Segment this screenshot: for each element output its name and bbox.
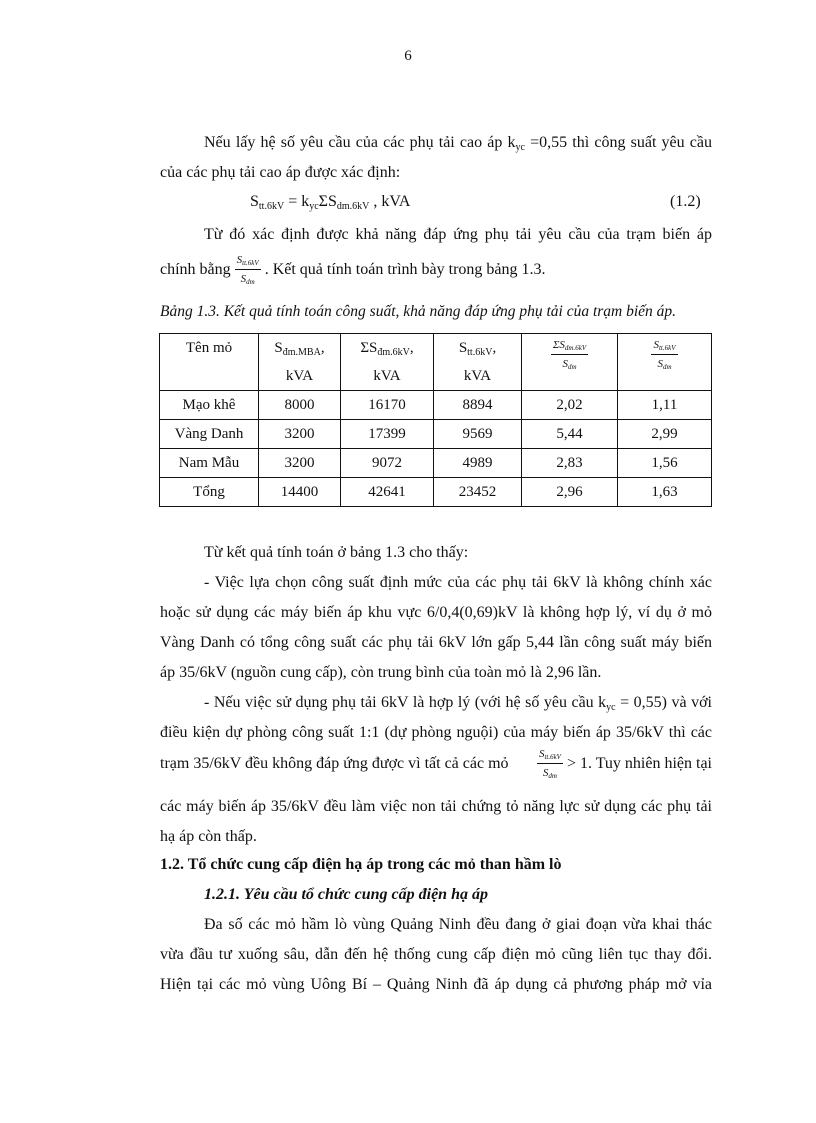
table-row bbox=[160, 449, 712, 478]
table-caption: Bảng 1.3. Kết quả tính toán công suất, khả năng đáp ứng phụ tải của trạm biến áp. bbox=[160, 303, 677, 320]
paragraph-line: áp 35/6kV (nguồn cung cấp), còn trung bình của toàn mỏ là 2,96 lần. bbox=[160, 664, 602, 681]
header-ratio-sum: $\frac{\Sigma S_{dm.6kV}}{S_{dm}}$ bbox=[522, 334, 618, 391]
cell-value: 5,44 bbox=[522, 420, 618, 449]
cell-value: 42641 bbox=[341, 478, 434, 507]
cell-value: 23452 bbox=[434, 478, 522, 507]
cell-value: 8894 bbox=[434, 391, 522, 420]
table-row bbox=[160, 391, 712, 420]
cell-value: 2,02 bbox=[522, 391, 618, 420]
paragraph-line: hoặc sử dụng các máy biến áp khu vực 6/0,4(0,69)kV là không hợp lý, ví dụ ở mỏ bbox=[160, 604, 712, 621]
cell-value: 2,99 bbox=[618, 420, 712, 449]
cell-value: 9072 bbox=[341, 449, 434, 478]
paragraph-line: Nếu lấy hệ số yêu cầu của các phụ tải cao áp $k_{yc} =0,55$ thì công suất yêu cầu bbox=[204, 134, 712, 153]
cell-value: 3200 bbox=[259, 420, 341, 449]
header-s-dm-mba: $S_{đm.MBA}$, kVA bbox=[259, 334, 341, 391]
cell-mine-name: Vàng Danh bbox=[160, 420, 259, 449]
cell-value: 17399 bbox=[341, 420, 434, 449]
cell-mine-name: Nam Mẫu bbox=[160, 449, 259, 478]
paragraph-line: Hiện tại các mỏ vùng Uông Bí – Quảng Ninh đã áp dụng cả phương pháp mở vỉa bbox=[160, 976, 712, 993]
table-row bbox=[160, 478, 712, 507]
table-header-row bbox=[160, 334, 712, 391]
paragraph-line: trạm 35/6kV đều không đáp ứng được vì tất cả các mỏ $\frac{S_{tt.6kV}}{S_{dm}}$ > 1. Tuy nhiên hiện tại bbox=[160, 748, 712, 780]
cell-value: 14400 bbox=[259, 478, 341, 507]
page-number: 6 bbox=[404, 48, 412, 64]
paragraph-line: hạ áp còn thấp. bbox=[160, 828, 257, 845]
paragraph-line: của các phụ tải cao áp được xác định: bbox=[160, 164, 401, 181]
paragraph-line: - Nếu việc sử dụng phụ tải 6kV là hợp lý (với hệ số yêu cầu $k_{yc} = 0,55$) và với bbox=[204, 694, 712, 713]
cell-mine-name: Tổng bbox=[160, 478, 259, 507]
cell-value: 2,83 bbox=[522, 449, 618, 478]
table-row bbox=[160, 420, 712, 449]
results-table bbox=[159, 333, 712, 507]
subsection-heading: 1.2.1. Yêu cầu tổ chức cung cấp điện hạ áp bbox=[204, 886, 488, 903]
ratio-fraction: $\frac{S_{tt.6kV}}{S_{dm}}$ bbox=[538, 748, 561, 780]
paragraph-line: Từ đó xác định được khả năng đáp ứng phụ tải yêu cầu của trạm biến áp bbox=[204, 226, 712, 243]
equation-number: (1.2) bbox=[670, 193, 701, 210]
cell-value: 1,11 bbox=[618, 391, 712, 420]
paragraph-line: các máy biến áp 35/6kV đều làm việc non tải chứng tỏ năng lực sử dụng các phụ tải bbox=[160, 798, 712, 815]
paragraph-line: Đa số các mỏ hầm lò vùng Quảng Ninh đều đang ở giai đoạn vừa khai thác bbox=[204, 916, 712, 933]
equation-1-2: $S_{tt.6kV} = k_{yc}\Sigma S_{dm.6kV}$ , kVA bbox=[250, 193, 411, 212]
cell-value: 9569 bbox=[434, 420, 522, 449]
header-s-tt: $S_{tt.6kV}$, kVA bbox=[434, 334, 522, 391]
paragraph-line: Vàng Danh có tổng công suất các phụ tải 6kV lớn gấp 5,44 lần công suất máy biến bbox=[160, 634, 712, 651]
paragraph-line: điều kiện dự phòng công suất 1:1 (dự phòng nguội) của máy biến áp 35/6kV thì các bbox=[160, 724, 712, 741]
cell-value: 4989 bbox=[434, 449, 522, 478]
cell-value: 2,96 bbox=[522, 478, 618, 507]
header-sum-s-dm: $\Sigma S_{đm.6kV}$, kVA bbox=[341, 334, 434, 391]
header-mine-name: Tên mỏ bbox=[160, 334, 259, 391]
cell-mine-name: Mạo khê bbox=[160, 391, 259, 420]
header-ratio-tt: $\frac{S_{tt.6kV}}{S_{dm}}$ bbox=[618, 334, 712, 391]
cell-value: 1,63 bbox=[618, 478, 712, 507]
cell-value: 3200 bbox=[259, 449, 341, 478]
paragraph-line: Từ kết quả tính toán ở bảng 1.3 cho thấy: bbox=[204, 544, 469, 561]
cell-value: 1,56 bbox=[618, 449, 712, 478]
paragraph-line: chính bằng $\frac{S_{tt.6kV}}{S_{dm}}$ . Kết quả tính toán trình bày trong bảng 1.3. bbox=[160, 254, 546, 286]
ratio-fraction: $\frac{S_{tt.6kV}}{S_{dm}}$ bbox=[236, 254, 259, 286]
cell-value: 8000 bbox=[259, 391, 341, 420]
cell-value: 16170 bbox=[341, 391, 434, 420]
paragraph-line: vừa đầu tư xuống sâu, dẫn đến hệ thống cung cấp điện mỏ cũng liên tục thay đổi. bbox=[160, 946, 712, 963]
section-heading: 1.2. Tổ chức cung cấp điện hạ áp trong các mỏ than hầm lò bbox=[160, 856, 562, 873]
paragraph-line: - Việc lựa chọn công suất định mức của các phụ tải 6kV là không chính xác bbox=[204, 574, 712, 591]
